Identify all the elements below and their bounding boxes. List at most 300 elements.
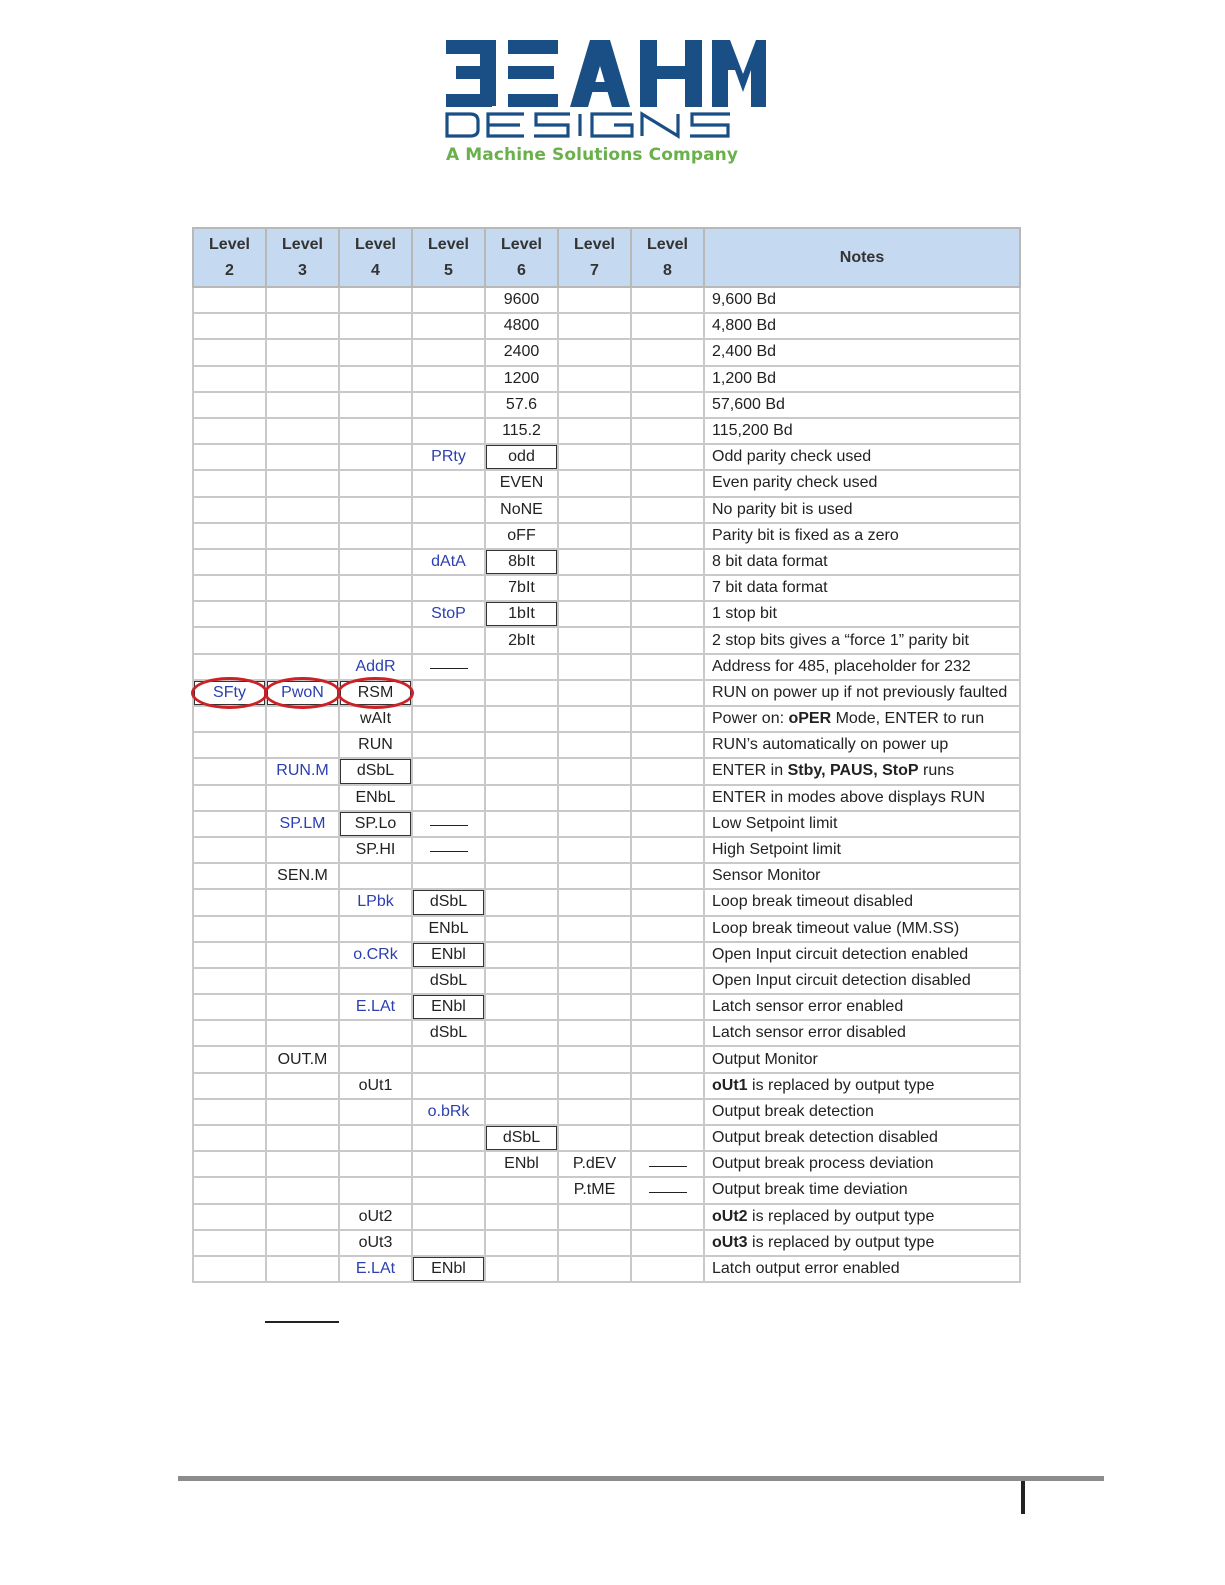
table-row [193, 575, 1020, 601]
level-8-cell [631, 1099, 704, 1125]
level-6-cell [485, 1230, 558, 1256]
level-2-cell [193, 811, 266, 837]
level-5-cell [412, 1046, 485, 1072]
level-2-cell [193, 392, 266, 418]
level-8-cell [631, 366, 704, 392]
level-6-cell: 57.6 [485, 392, 558, 418]
level-3-cell [266, 392, 339, 418]
level-8-cell [631, 706, 704, 732]
level-2-cell [193, 1046, 266, 1072]
level-5-cell [412, 680, 485, 706]
level-3-cell [266, 994, 339, 1020]
level-4-cell [339, 470, 412, 496]
level-4-cell [339, 549, 412, 575]
note-cell: ENTER in modes above displays RUN [704, 785, 1020, 811]
level-3-cell [266, 1256, 339, 1282]
level-3-cell [266, 1125, 339, 1151]
level-5-cell [412, 392, 485, 418]
note-cell: High Setpoint limit [704, 837, 1020, 863]
level-7-cell [558, 942, 631, 968]
level-5-cell [412, 1073, 485, 1099]
level-6-cell [485, 1099, 558, 1125]
level-3-cell [266, 287, 339, 313]
note-cell: Sensor Monitor [704, 863, 1020, 889]
level-4-cell: LPbk [339, 889, 412, 915]
level-4-cell: ENbL [339, 785, 412, 811]
level-7-cell [558, 680, 631, 706]
level-2-cell [193, 418, 266, 444]
level-4-cell: AddR [339, 654, 412, 680]
table-row [193, 601, 1020, 627]
note-cell: Latch sensor error enabled [704, 994, 1020, 1020]
level-3-cell [266, 942, 339, 968]
header-level-8: Level 8 [631, 228, 704, 287]
level-5-cell: dSbL [412, 1020, 485, 1046]
level-7-cell [558, 994, 631, 1020]
level-7-cell [558, 392, 631, 418]
settings-level-table [192, 227, 1019, 1283]
level-3-cell [266, 339, 339, 365]
level-2-cell [193, 339, 266, 365]
value-placeholder-line [430, 851, 468, 852]
table-row [193, 785, 1020, 811]
note-cell: Output break time deviation [704, 1177, 1020, 1203]
level-8-cell [631, 313, 704, 339]
table-body [193, 287, 1020, 1282]
level-4-cell [339, 418, 412, 444]
level-7-cell [558, 627, 631, 653]
level-6-cell: 7bIt [485, 575, 558, 601]
level-4-cell [339, 1177, 412, 1203]
level-7-cell [558, 575, 631, 601]
table-row [193, 444, 1020, 470]
level-7-cell [558, 1073, 631, 1099]
note-cell: 9,600 Bd [704, 287, 1020, 313]
table-row [193, 1256, 1020, 1282]
note-cell: Open Input circuit detection enabled [704, 942, 1020, 968]
level-2-cell [193, 497, 266, 523]
level-8-cell [631, 889, 704, 915]
level-3-cell [266, 889, 339, 915]
level-3-cell [266, 523, 339, 549]
level-7-cell [558, 1230, 631, 1256]
level-3-cell: OUT.M [266, 1046, 339, 1072]
level-6-cell [485, 1020, 558, 1046]
level-5-cell: PRty [412, 444, 485, 470]
level-3-cell: RUN.M [266, 758, 339, 784]
table-row [193, 627, 1020, 653]
level-5-cell [412, 418, 485, 444]
level-8-cell [631, 575, 704, 601]
level-4-cell [339, 863, 412, 889]
level-8-cell [631, 1256, 704, 1282]
level-8-cell [631, 549, 704, 575]
level-5-cell: ENbl [412, 994, 485, 1020]
level-8-cell [631, 994, 704, 1020]
level-4-cell: SP.HI [339, 837, 412, 863]
level-7-cell [558, 889, 631, 915]
level-3-cell [266, 549, 339, 575]
level-7-cell [558, 470, 631, 496]
level-6-cell [485, 889, 558, 915]
level-7-cell [558, 418, 631, 444]
note-cell: Latch sensor error disabled [704, 1020, 1020, 1046]
level-5-cell [412, 1125, 485, 1151]
level-8-cell [631, 916, 704, 942]
level-6-cell: NoNE [485, 497, 558, 523]
level-4-cell: RSM [339, 680, 412, 706]
header-level-7: Level 7 [558, 228, 631, 287]
level-5-cell: o.bRk [412, 1099, 485, 1125]
level-6-cell [485, 706, 558, 732]
level-6-cell [485, 758, 558, 784]
level-5-cell [412, 313, 485, 339]
level-3-cell [266, 916, 339, 942]
level-8-cell [631, 654, 704, 680]
level-6-cell [485, 1204, 558, 1230]
level-8-cell [631, 339, 704, 365]
level-5-cell [412, 732, 485, 758]
level-6-cell: 9600 [485, 287, 558, 313]
header-level-6: Level 6 [485, 228, 558, 287]
note-cell: 115,200 Bd [704, 418, 1020, 444]
table-row [193, 968, 1020, 994]
level-2-cell [193, 549, 266, 575]
level-6-cell: oFF [485, 523, 558, 549]
table-row [193, 418, 1020, 444]
level-5-cell [412, 1177, 485, 1203]
level-8-cell [631, 497, 704, 523]
level-4-cell [339, 627, 412, 653]
level-8-cell [631, 1230, 704, 1256]
level-7-cell [558, 968, 631, 994]
level-5-cell [412, 575, 485, 601]
level-4-cell [339, 968, 412, 994]
level-8-cell [631, 1204, 704, 1230]
table-row [193, 811, 1020, 837]
level-8-cell [631, 1151, 704, 1177]
note-cell: Loop break timeout value (MM.SS) [704, 916, 1020, 942]
level-4-cell [339, 575, 412, 601]
level-6-cell [485, 1256, 558, 1282]
level-4-cell: E.LAt [339, 1256, 412, 1282]
level-3-cell [266, 1099, 339, 1125]
level-3-cell [266, 1020, 339, 1046]
level-2-cell [193, 758, 266, 784]
table-row [193, 1151, 1020, 1177]
level-3-cell [266, 785, 339, 811]
level-8-cell [631, 523, 704, 549]
table-row [193, 1230, 1020, 1256]
level-8-cell [631, 837, 704, 863]
level-5-cell: StoP [412, 601, 485, 627]
level-2-cell: SFty [193, 680, 266, 706]
value-placeholder-line [430, 668, 468, 669]
level-7-cell [558, 549, 631, 575]
table-row [193, 497, 1020, 523]
level-5-cell [412, 1151, 485, 1177]
note-cell: 4,800 Bd [704, 313, 1020, 339]
level-6-cell: odd [485, 444, 558, 470]
level-6-cell [485, 680, 558, 706]
level-6-cell [485, 1046, 558, 1072]
note-cell: Odd parity check used [704, 444, 1020, 470]
table-row [193, 942, 1020, 968]
level-5-cell: ENbl [412, 942, 485, 968]
level-4-cell: oUt1 [339, 1073, 412, 1099]
level-4-cell: RUN [339, 732, 412, 758]
level-6-cell: 4800 [485, 313, 558, 339]
level-2-cell [193, 287, 266, 313]
level-2-cell [193, 523, 266, 549]
level-5-cell [412, 627, 485, 653]
level-7-cell [558, 1256, 631, 1282]
table-row [193, 392, 1020, 418]
table-row [193, 706, 1020, 732]
level-7-cell [558, 1125, 631, 1151]
level-2-cell [193, 1073, 266, 1099]
level-6-cell [485, 863, 558, 889]
level-6-cell: 115.2 [485, 418, 558, 444]
level-7-cell [558, 601, 631, 627]
level-3-cell: SP.LM [266, 811, 339, 837]
level-6-cell [485, 994, 558, 1020]
level-7-cell [558, 313, 631, 339]
note-cell: ENTER in Stby, PAUS, StoP runs [704, 758, 1020, 784]
level-2-cell [193, 1204, 266, 1230]
level-6-cell [485, 1073, 558, 1099]
note-cell: oUt1 is replaced by output type [704, 1073, 1020, 1099]
note-cell: Even parity check used [704, 470, 1020, 496]
level-2-cell [193, 1151, 266, 1177]
level-8-cell [631, 444, 704, 470]
level-5-cell [412, 1204, 485, 1230]
level-2-cell [193, 706, 266, 732]
level-4-cell: wAIt [339, 706, 412, 732]
level-2-cell [193, 575, 266, 601]
table-row [193, 680, 1020, 706]
note-cell: Latch output error enabled [704, 1256, 1020, 1282]
level-3-cell [266, 1073, 339, 1099]
level-7-cell [558, 837, 631, 863]
level-3-cell: PwoN [266, 680, 339, 706]
level-6-cell [485, 654, 558, 680]
level-7-cell [558, 1204, 631, 1230]
level-6-cell [485, 916, 558, 942]
level-8-cell [631, 601, 704, 627]
level-3-cell [266, 1177, 339, 1203]
level-5-cell [412, 523, 485, 549]
level-8-cell [631, 1020, 704, 1046]
menu-hierarchy-table [192, 227, 1021, 1283]
level-2-cell [193, 1256, 266, 1282]
level-5-cell [412, 366, 485, 392]
level-5-cell [412, 339, 485, 365]
level-4-cell: dSbL [339, 758, 412, 784]
table-row [193, 470, 1020, 496]
level-3-cell [266, 313, 339, 339]
note-cell: 7 bit data format [704, 575, 1020, 601]
level-3-cell [266, 627, 339, 653]
level-7-cell [558, 366, 631, 392]
level-8-cell [631, 811, 704, 837]
level-2-cell [193, 785, 266, 811]
level-3-cell [266, 837, 339, 863]
level-2-cell [193, 627, 266, 653]
level-3-cell [266, 366, 339, 392]
level-4-cell [339, 497, 412, 523]
level-8-cell [631, 1046, 704, 1072]
level-7-cell [558, 863, 631, 889]
note-cell: Output Monitor [704, 1046, 1020, 1072]
level-3-cell [266, 470, 339, 496]
table-row [193, 1204, 1020, 1230]
table-row [193, 758, 1020, 784]
level-7-cell [558, 287, 631, 313]
level-2-cell [193, 470, 266, 496]
level-7-cell [558, 811, 631, 837]
table-underline [265, 1321, 339, 1323]
level-6-cell: ENbl [485, 1151, 558, 1177]
level-4-cell: SP.Lo [339, 811, 412, 837]
value-placeholder-line [649, 1166, 687, 1167]
table-row [193, 889, 1020, 915]
level-4-cell [339, 916, 412, 942]
table-row [193, 1073, 1020, 1099]
level-6-cell [485, 811, 558, 837]
level-7-cell [558, 497, 631, 523]
note-cell: 8 bit data format [704, 549, 1020, 575]
level-3-cell [266, 575, 339, 601]
table-row [193, 313, 1020, 339]
level-8-cell [631, 732, 704, 758]
level-2-cell [193, 1099, 266, 1125]
note-cell: 57,600 Bd [704, 392, 1020, 418]
level-5-cell [412, 706, 485, 732]
note-cell: RUN on power up if not previously faulted [704, 680, 1020, 706]
level-6-cell [485, 837, 558, 863]
level-7-cell [558, 523, 631, 549]
table-row [193, 523, 1020, 549]
level-3-cell [266, 444, 339, 470]
level-5-cell [412, 758, 485, 784]
level-8-cell [631, 627, 704, 653]
level-5-cell: ENbL [412, 916, 485, 942]
level-4-cell [339, 601, 412, 627]
table-row [193, 994, 1020, 1020]
page-number-marker [1021, 1481, 1025, 1514]
level-4-cell: o.CRk [339, 942, 412, 968]
table-row [193, 1125, 1020, 1151]
level-4-cell [339, 444, 412, 470]
level-8-cell [631, 287, 704, 313]
level-4-cell [339, 1099, 412, 1125]
level-2-cell [193, 1020, 266, 1046]
level-3-cell [266, 1204, 339, 1230]
logo-tagline: A Machine Solutions Company [446, 145, 739, 165]
level-5-cell: dSbL [412, 889, 485, 915]
level-6-cell [485, 968, 558, 994]
level-8-cell [631, 470, 704, 496]
level-2-cell [193, 994, 266, 1020]
level-7-cell [558, 339, 631, 365]
beahm-designs-logo-mark [440, 36, 770, 144]
level-6-cell [485, 732, 558, 758]
level-4-cell: oUt2 [339, 1204, 412, 1230]
level-8-cell [631, 758, 704, 784]
level-6-cell: 2400 [485, 339, 558, 365]
note-cell: Low Setpoint limit [704, 811, 1020, 837]
level-4-cell [339, 313, 412, 339]
table-row [193, 287, 1020, 313]
table-row [193, 732, 1020, 758]
level-5-cell [412, 287, 485, 313]
table-row [193, 863, 1020, 889]
level-4-cell [339, 366, 412, 392]
note-cell: 2 stop bits gives a “force 1” parity bit [704, 627, 1020, 653]
table-header-row [193, 228, 1020, 287]
level-2-cell [193, 968, 266, 994]
level-8-cell [631, 1177, 704, 1203]
level-5-cell [412, 470, 485, 496]
level-4-cell [339, 1151, 412, 1177]
level-5-cell [412, 863, 485, 889]
level-2-cell [193, 889, 266, 915]
level-7-cell [558, 1020, 631, 1046]
level-3-cell [266, 968, 339, 994]
level-7-cell [558, 706, 631, 732]
level-2-cell [193, 732, 266, 758]
level-2-cell [193, 837, 266, 863]
level-2-cell [193, 654, 266, 680]
level-3-cell [266, 601, 339, 627]
level-8-cell [631, 863, 704, 889]
level-4-cell [339, 1046, 412, 1072]
level-8-cell [631, 785, 704, 811]
level-2-cell [193, 601, 266, 627]
level-5-cell: dAtA [412, 549, 485, 575]
level-2-cell [193, 942, 266, 968]
header-level-3: Level 3 [266, 228, 339, 287]
level-5-cell [412, 654, 485, 680]
table-row [193, 1020, 1020, 1046]
level-6-cell [485, 1177, 558, 1203]
note-cell: 2,400 Bd [704, 339, 1020, 365]
level-2-cell [193, 1125, 266, 1151]
level-3-cell [266, 706, 339, 732]
level-4-cell: E.LAt [339, 994, 412, 1020]
table-row [193, 654, 1020, 680]
level-6-cell [485, 942, 558, 968]
note-cell: Output break detection disabled [704, 1125, 1020, 1151]
table-row [193, 366, 1020, 392]
level-2-cell [193, 916, 266, 942]
header-notes: Notes [704, 228, 1020, 287]
note-cell: Parity bit is fixed as a zero [704, 523, 1020, 549]
header-level-4: Level 4 [339, 228, 412, 287]
level-7-cell [558, 732, 631, 758]
table-row [193, 339, 1020, 365]
note-cell: oUt3 is replaced by output type [704, 1230, 1020, 1256]
level-4-cell [339, 1125, 412, 1151]
level-8-cell [631, 1125, 704, 1151]
note-cell: Power on: oPER Mode, ENTER to run [704, 706, 1020, 732]
level-6-cell [485, 785, 558, 811]
level-8-cell [631, 680, 704, 706]
level-2-cell [193, 444, 266, 470]
level-7-cell [558, 654, 631, 680]
level-5-cell [412, 1230, 485, 1256]
